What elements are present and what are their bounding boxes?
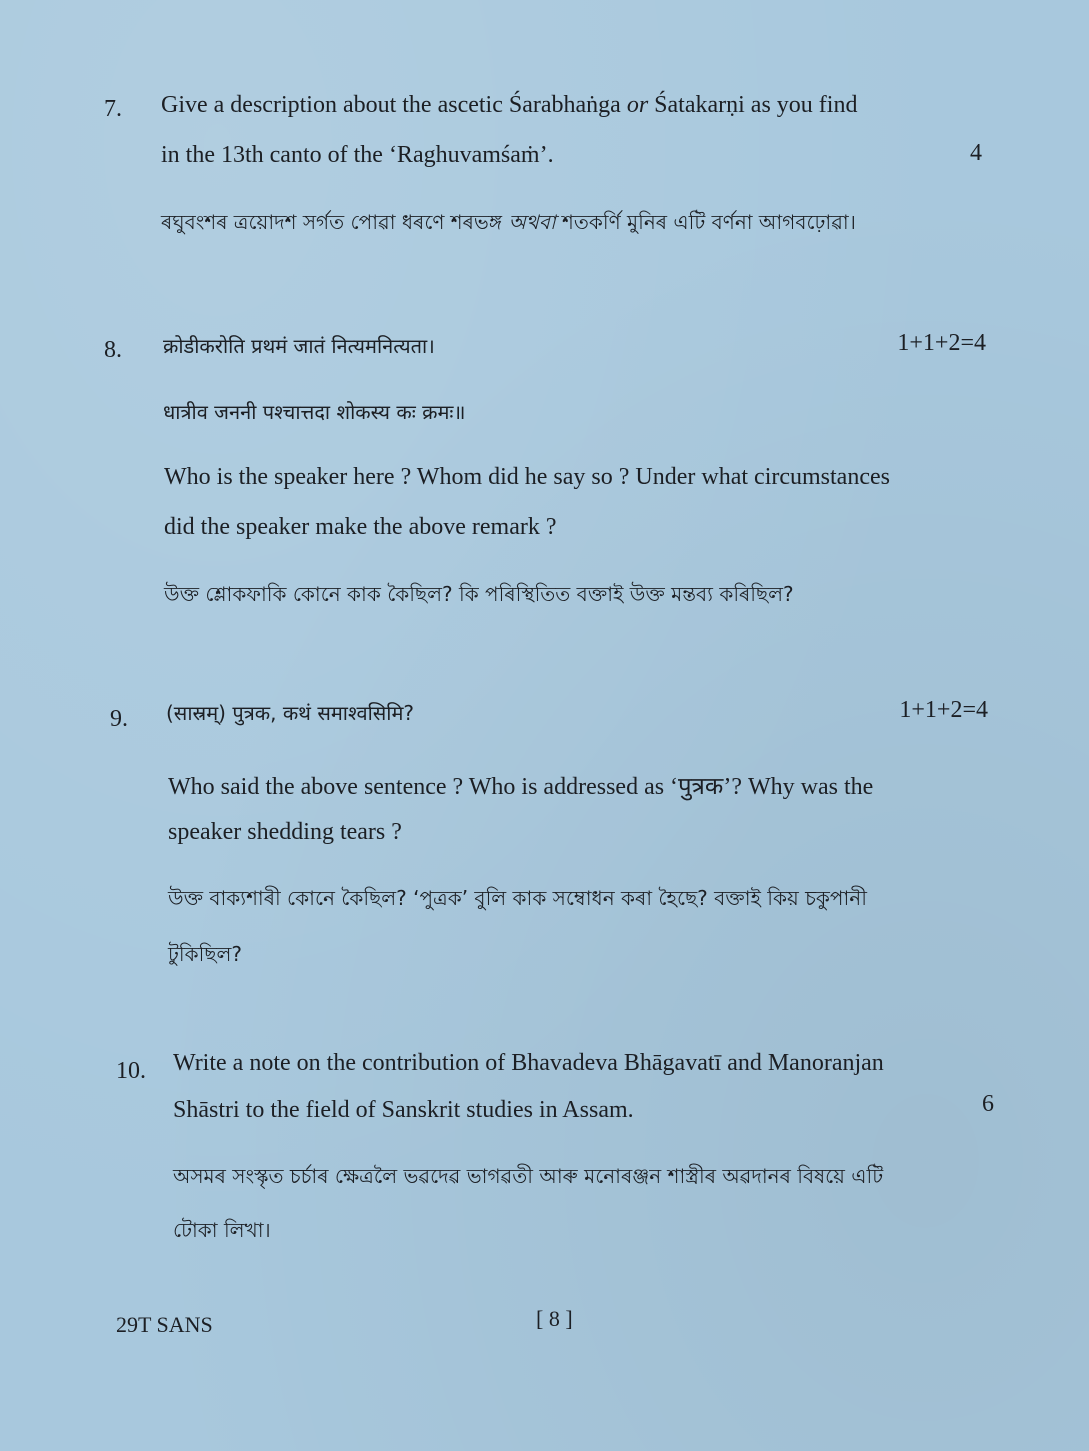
- question-text-en: Who is the speaker here ? Whom did he say so ? Under what circumstances: [164, 464, 890, 490]
- sanskrit-sentence: (सास्रम्) पुत्रक, कथं समाश्वसिमि?: [166, 701, 415, 725]
- question-text-en: Give a description about the ascetic Śarabhaṅga or Śatakarṇi as you find: [161, 92, 858, 118]
- question-text-en: speaker shedding tears ?: [168, 819, 402, 845]
- question-marks: 1+1+2=4: [897, 330, 986, 356]
- question-text-as: টোকা লিখা।: [173, 1218, 271, 1242]
- question-text-en: Who said the above sentence ? Who is addressed as ‘पुत्रक’? Why was the: [168, 774, 874, 800]
- question-marks: 1+1+2=4: [899, 697, 988, 723]
- question-text-en: Shāstri to the field of Sanskrit studies in Assam.: [173, 1097, 634, 1123]
- question-text-as: অসমৰ সংস্কৃত চৰ্চাৰ ক্ষেত্ৰলৈ ভৱদেৱ ভাগৱতী আৰু মনোৰঞ্জন শাস্ত্ৰীৰ অৱদানৰ বিষয়ে এটি: [173, 1164, 884, 1188]
- sanskrit-verse-line: क्रोडीकरोति प्रथमं जातं नित्यमनित्यता।: [163, 334, 435, 358]
- question-text-as: উক্ত বাক্যশাৰী কোনে কৈছিল? ‘পুত্ৰক’ বুলি কাক সম্বোধন কৰা হৈছে? বক্তাই কিয় চকুপানী: [168, 886, 867, 910]
- question-text-as: উক্ত শ্লোকফাকি কোনে কাক কৈছিল? কি পৰিস্থিতিত বক্তাই উক্ত মন্তব্য কৰিছিল?: [164, 582, 794, 606]
- question-number: 10.: [116, 1058, 146, 1084]
- question-text-as: টুকিছিল?: [168, 942, 242, 966]
- question-number: 9.: [110, 706, 128, 732]
- question-number: 7.: [104, 96, 122, 122]
- question-marks: 6: [982, 1091, 994, 1117]
- question-marks: 4: [970, 140, 982, 166]
- question-text-en: Write a note on the contribution of Bhavadeva Bhāgavatī and Manoranjan: [173, 1050, 884, 1076]
- question-text-en: in the 13th canto of the ‘Raghuvamśaṁ’.: [161, 142, 554, 168]
- question-text-as: ৰঘুবংশৰ ত্ৰয়োদশ সৰ্গত পোৱা ধৰণে শৰভঙ্গ অথবা শতকৰ্ণি মুনিৰ এটি বৰ্ণনা আগবঢ়োৱা।: [161, 210, 856, 234]
- page-number: [ 8 ]: [536, 1306, 573, 1331]
- sanskrit-verse-line: धात्रीव जननी पश्चात्तदा शोकस्य कः क्रमः॥: [163, 400, 466, 424]
- paper-code: 29T SANS: [116, 1312, 213, 1337]
- question-number: 8.: [104, 337, 122, 363]
- question-text-en: did the speaker make the above remark ?: [164, 514, 557, 540]
